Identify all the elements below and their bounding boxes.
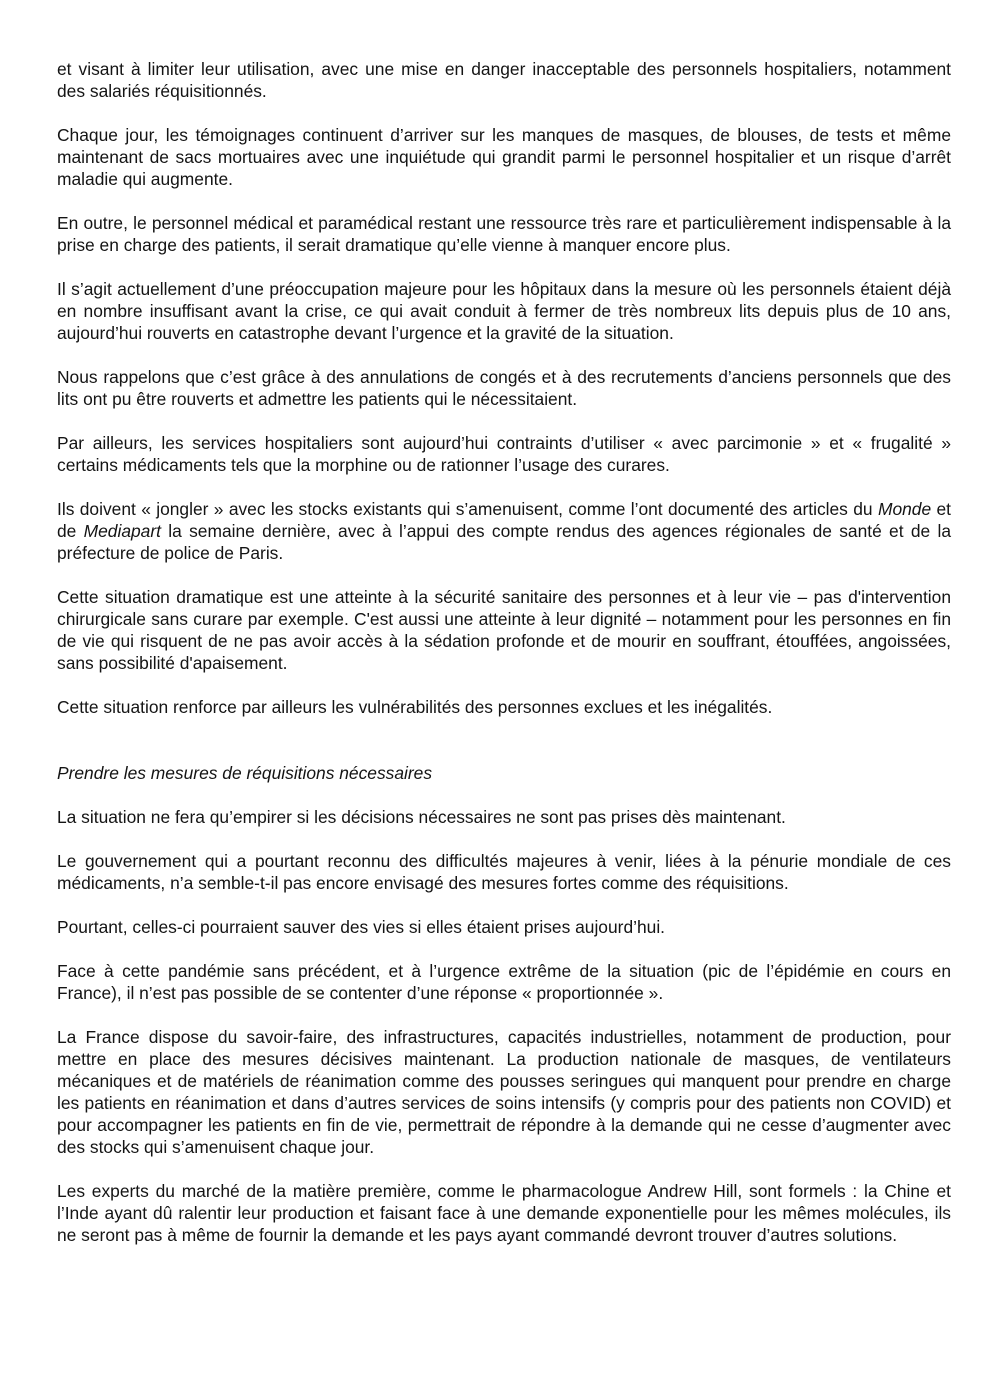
paragraph-vulnerabilities: Cette situation renforce par ailleurs les vulnérabilités des personnes exclues et les inégalités. <box>57 697 773 717</box>
paragraph-situation-worsen: La situation ne fera qu’empirer si les décisions nécessaires ne sont pas prises dès maintenant. <box>57 807 786 827</box>
paragraph-beds-reopened: Nous rappelons que c’est grâce à des annulations de congés et à des recrutements d’anciens personnels que des lits ont pu être rouverts et admettre les patients qui le nécessitaient. <box>57 367 951 409</box>
document-page <box>57 58 951 1268</box>
media-source-monde: Monde <box>877 499 932 519</box>
paragraph-pandemic-response: Face à cette pandémie sans précédent, et à l’urgence extrême de la situation (pic de l’épidémie en cours en France), il n’est pas possible de se contenter d’une réponse « proportionnée ». <box>57 961 951 1003</box>
paragraph-rationing-medicines: Par ailleurs, les services hospitaliers sont aujourd’hui contraints d’utiliser « avec parcimonie » et « frugalité » certains médicaments tels que la morphine ou de rationner l’usage des curares. <box>57 433 951 475</box>
media-text-part-3: la semaine dernière, avec à l’appui des compte rendus des agences régionales de santé et de la préfecture de police de Paris. <box>57 521 951 563</box>
section-heading: Prendre les mesures de réquisitions nécessaires <box>57 763 433 783</box>
paragraph-save-lives: Pourtant, celles-ci pourraient sauver des vies si elles étaient prises aujourd’hui. <box>57 917 666 937</box>
paragraph-testimonies: Chaque jour, les témoignages continuent d’arriver sur les manques de masques, de blouses, de tests et même maintenant de sacs mortuaires avec une inquiétude qui grandit parmi le personnel hospitalier et un risque d’arrêt maladie qui augmente. <box>57 125 951 189</box>
media-text-part-2: et de <box>57 499 952 541</box>
paragraph-national-production: La France dispose du savoir-faire, des infrastructures, capacités industrielles, notamment de production, pour mettre en place des mesures décisives maintenant. La production nationale de masques, de ventilateurs mécaniques et de matériels de réanimation comme des pousses seringues qui manquent pour prendre en charge les patients en réanimation et dans d’autres services de soins intensifs (y compris pour des patients non COVID) et pour accompagner les patients en fin de vie, permettrait de répondre à la demande qui ne cesse d’augmenter avec des stocks qui s’amenuisent chaque jour. <box>57 1027 951 1157</box>
paragraph-medical-staff-resource: En outre, le personnel médical et paramédical restant une ressource très rare et particulièrement indispensable à la prise en charge des patients, il serait dramatique qu’elle vienne à manquer encore plus. <box>57 213 951 255</box>
paragraph-staff-endangered: et visant à limiter leur utilisation, avec une mise en danger inacceptable des personnels hospitaliers, notamment des salariés réquisitionnés. <box>57 59 951 101</box>
media-source-mediapart: Mediapart <box>83 521 161 541</box>
paragraph-dramatic-situation: Cette situation dramatique est une atteinte à la sécurité sanitaire des personnes et à leur vie – pas d'intervention chirurgicale sans curare par exemple. C'est aussi une atteinte à leur dignité – notamment pour les personnes en fin de vie qui risquent de ne pas avoir accès à la sédation profonde et de mourir en souffrant, étouffées, angoissées, sans possibilité d'apaisement. <box>57 587 951 673</box>
paragraph-government: Le gouvernement qui a pourtant reconnu des difficultés majeures à venir, liées à la pénurie mondiale de ces médicaments, n’a semble-t-il pas encore envisagé des mesures fortes comme des réquisitions. <box>57 851 951 893</box>
paragraph-hospital-concern: Il s’agit actuellement d’une préoccupation majeure pour les hôpitaux dans la mesure où les personnels étaient déjà en nombre insuffisant avant la crise, ce qui avait conduit à fermer de très nombreux lits depuis plus de 10 ans, aujourd’hui rouverts en catastrophe devant l’urgence et la gravité de la situation. <box>57 279 951 343</box>
paragraph-media-reports <box>57 498 951 564</box>
paragraph-market-experts: Les experts du marché de la matière première, comme le pharmacologue Andrew Hill, sont formels : la Chine et l’Inde ayant dû ralentir leur production et faisant face à une demande exponentielle pour les mêmes molécules, ils ne seront pas à même de fournir la demande et les pays ayant commandé devront trouver d’autres solutions. <box>57 1181 951 1245</box>
media-text-part-1: Ils doivent « jongler » avec les stocks existants qui s’amenuisent, comme l’ont documenté des articles du <box>57 499 878 519</box>
